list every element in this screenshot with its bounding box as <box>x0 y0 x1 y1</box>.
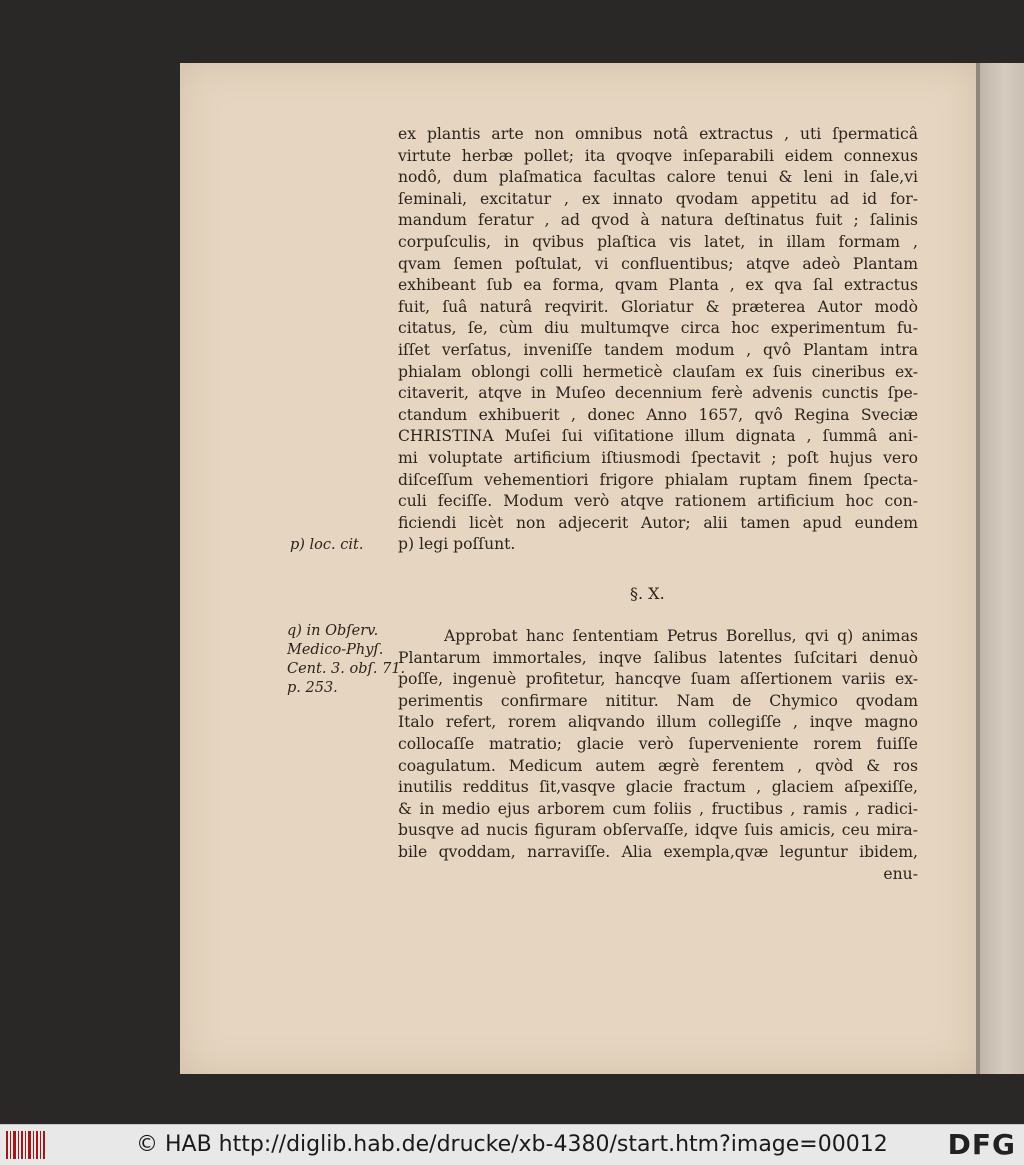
margin-note-line: Medico-Phyſ. <box>287 642 384 658</box>
text-line: inutilis redditus ſit,vasqve glacie fractum , glaciem aſpexiſſe, <box>398 778 918 797</box>
text-line: p) legi poſſunt. <box>398 535 516 554</box>
margin-note-line: p. 253. <box>287 680 338 696</box>
text-line: citatus, ſe, cùm diu multumqve circa hoc experimentum fu- <box>398 319 918 338</box>
text-line: qvam ſemen poſtulat, vi confluentibus; atqve adeò Plantam <box>398 254 918 273</box>
text-line: virtute herbæ pollet; ita qvoqve inſeparabili eidem connexus <box>398 146 918 165</box>
text-line: mi voluptate artificium iſtiusmodi ſpectavit ; poſt hujus vero <box>398 448 918 467</box>
text-line: bile qvoddam, narraviſſe. Alia exempla,qvæ leguntur ibidem, <box>398 842 918 861</box>
text-line: busqve ad nucis figuram obſervaſſe, idqve ſuis amicis, ceu mira- <box>398 821 918 840</box>
text-line: diſceſſum vehementiori frigore phialam ruptam finem ſpecta- <box>398 470 918 489</box>
text-line: corpuſculis, in qvibus plaſtica vis latet, in illam formam , <box>398 232 918 251</box>
text-line: nodô, dum plaſmatica facultas calore tenui & leni in ſale,vi <box>398 168 918 187</box>
text-line: exhibeant ſub ea forma, qvam Planta , ex qva ſal extractus <box>398 276 918 295</box>
hab-barcode-icon <box>6 1131 46 1159</box>
text-line: CHRISTINA Muſei ſui viſitatione illum dignata , ſummâ ani- <box>398 427 918 446</box>
text-line: ex plantis arte non omnibus notâ extractus , uti ſpermaticâ <box>398 125 918 143</box>
text-line: fuit, ſuâ naturâ reqvirit. Gloriatur & præterea Autor modò <box>398 297 918 316</box>
text-line: culi feciſſe. Modum verò atqve rationem artificium hoc con- <box>398 492 918 511</box>
next-page-edge <box>976 63 1024 1074</box>
text-line: citaverit, atqve in Muſeo decennium ferè advenis cunctis ſpe- <box>398 384 918 403</box>
text-line: collocaſſe matratio; glacie verò ſuperveniente rorem fuiſſe <box>398 734 918 753</box>
text-line: ſeminali, excitatur , ex innato qvodam appetitu ad id for- <box>398 189 918 208</box>
text-line: perimentis confirmare nititur. Nam de Chymico qvodam <box>398 691 918 710</box>
text-line: & in medio ejus arborem cum foliis , fructibus , ramis , radici- <box>398 799 918 818</box>
text-line: coagulatum. Medicum autem ægrè ferentem , qvòd & ros <box>398 756 918 775</box>
text-line: poſſe, ingenuè profitetur, hancqve ſuam aſſertionem variis ex- <box>398 670 918 689</box>
viewer-footer <box>0 1124 1024 1165</box>
margin-note-p: p) loc. cit. <box>290 537 364 553</box>
main-text-block-2 <box>398 626 918 885</box>
text-line: Plantarum immortales, inqve ſalibus latentes ſuſcitari denuò <box>398 648 918 667</box>
text-line: phialam oblongi colli hermeticè clauſam ex ſuis cineribus ex- <box>398 362 918 381</box>
text-line: ficiendi licèt non adjecerit Autor; alii tamen apud eundem <box>398 513 918 532</box>
margin-note-q <box>287 622 405 698</box>
text-line: ctandum exhibuerit , donec Anno 1657, qvô Regina Sveciæ <box>398 405 918 424</box>
section-heading: §. X. <box>630 584 665 603</box>
catchword: enu- <box>883 864 918 883</box>
text-line: Approbat hanc ſententiam Petrus Borellus, qvi q) animas <box>444 627 918 645</box>
main-text-block <box>398 124 918 556</box>
margin-note-line: q) in Obſerv. <box>287 623 379 639</box>
dfg-logo: DFG <box>947 1128 1016 1161</box>
text-line: mandum feratur , ad qvod à natura deſtinatus fuit ; ſalinis <box>398 211 918 230</box>
text-line: iſſet verſatus, inveniſſe tandem modum , qvô Plantam intra <box>398 340 918 359</box>
text-line: Italo refert, rorem aliqvando illum collegiſſe , inqve magno <box>398 713 918 732</box>
margin-note-line: Cent. 3. obſ. 71. <box>287 661 406 677</box>
source-url[interactable]: © HAB http://diglib.hab.de/drucke/xb-4380/start.htm?image=00012 <box>136 1132 888 1157</box>
